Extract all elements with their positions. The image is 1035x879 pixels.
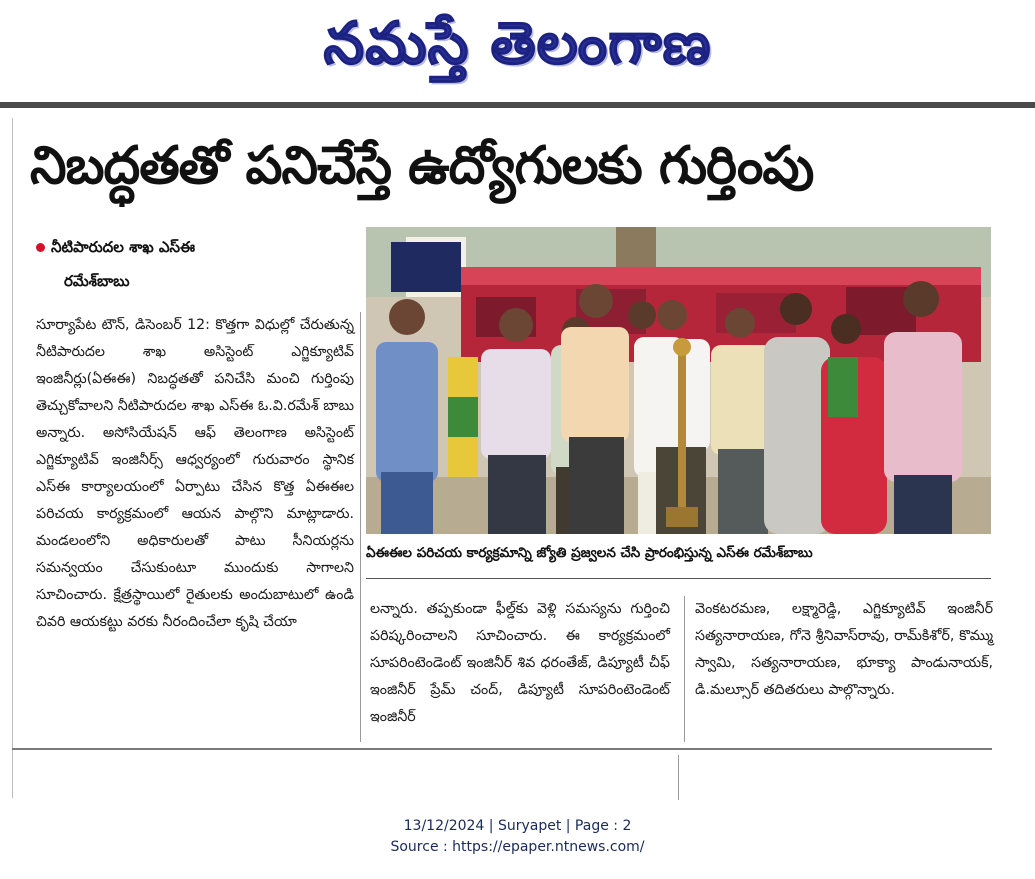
footer-source: Source : https://epaper.ntnews.com/ — [390, 839, 645, 855]
footer-edition-info: 13/12/2024 | Suryapet | Page : 2 — [403, 818, 632, 834]
newspaper-logo: నమస్తే తెలంగాణ — [323, 8, 712, 77]
page-footer — [0, 812, 1035, 879]
column-2-text: లన్నారు. తప్పకుండా ఫీల్డ్‌కు వెళ్లి సమస్యను గుర్తించి పరిష్కరించాలని సూచించారు. ఈ కార్యక్రమంలో సూపరింటెండెంట్ ఇంజినీర్ శివ ధరంతేజ్, డిప్యూటీ చీఫ్ ఇంజినీర్ ప్రేమ్ చంద్, డిప్యూటీ సూపరింటెండెంట్ ఇంజినీర్ — [370, 601, 670, 725]
bullet-icon — [36, 243, 45, 252]
subhead-line-1: నీటిపారుదల శాఖ ఎస్ఈ — [51, 238, 195, 256]
column-divider — [684, 596, 685, 742]
column-divider — [360, 312, 361, 742]
bottom-rule — [12, 748, 992, 750]
article-headline: నిబద్ధతతో పనిచేస్తే ఉద్యోగులకు గుర్తింపు — [30, 136, 814, 196]
article-photo — [366, 227, 991, 534]
article-column-2 — [370, 596, 670, 731]
column-3-text: వెంకటరమణ, లక్ష్మారెడ్డి, ఎగ్జిక్యూటివ్ ఇంజినీర్ సత్యనారాయణ, గోనె శ్రీనివాస్‌రావు, రామ్‌కిశోర్, కొమ్ము స్వామి, సత్యనారాయణ, భూక్యా పాండునాయక్, డి.మల్సూర్ తదితరులు పాల్గొన్నారు. — [695, 601, 993, 698]
article-column-1 — [36, 312, 354, 636]
top-rule — [0, 102, 1035, 108]
photo-caption: ఏఈఈల పరిచయ కార్యక్రమాన్ని జ్యోతి ప్రజ్వలన చేసి ప్రారంభిస్తున్న ఎస్ఈ రమేశ్‌బాబు — [366, 545, 813, 561]
article-subhead — [36, 230, 346, 298]
caption-rule — [366, 578, 991, 579]
masthead — [0, 0, 1035, 100]
article-column-3 — [695, 596, 993, 704]
bottom-column-divider — [678, 755, 679, 800]
article-left-border — [12, 118, 13, 798]
subhead-line-2: రమేశ్‌బాబు — [64, 272, 130, 290]
column-1-text: సూర్యాపేట టౌన్, డిసెంబర్ 12: కొత్తగా విధుల్లో చేరుతున్న నీటిపారుదల శాఖ అసిస్టెంట్ ఎగ్జిక్యూటివ్ ఇంజినీర్లు(ఏఈఈ) నిబద్ధతతో పనిచేసి మంచి గుర్తింపు తెచ్చుకోవాలని నీటిపారుదల శాఖ ఎస్ఈ ఓ.వి.రమేశ్ బాబు అన్నారు. అసోసియేషన్ ఆఫ్ తెలంగాణ అసిస్టెంట్ ఎగ్జిక్యూటివ్ ఇంజినీర్స్ ఆధ్వర్యంలో గురువారం స్థానిక ఎస్ఈ కార్యాలయంలో ఏర్పాటు చేసిన కొత్త ఏఈఈల పరిచయ కార్యక్రమంలో ఆయన పాల్గొని మాట్లాడారు. మండలంలోని అధికారులతో పాటు సీనియర్లను సమన్వయం చేసుకుంటూ ముందుకు సాగాలని సూచించారు. క్షేత్రస్థాయిలో రైతులకు అందుబాటులో ఉండి చివరి ఆయకట్టు వరకు నీరందించేలా కృషి చేయా — [36, 317, 354, 630]
